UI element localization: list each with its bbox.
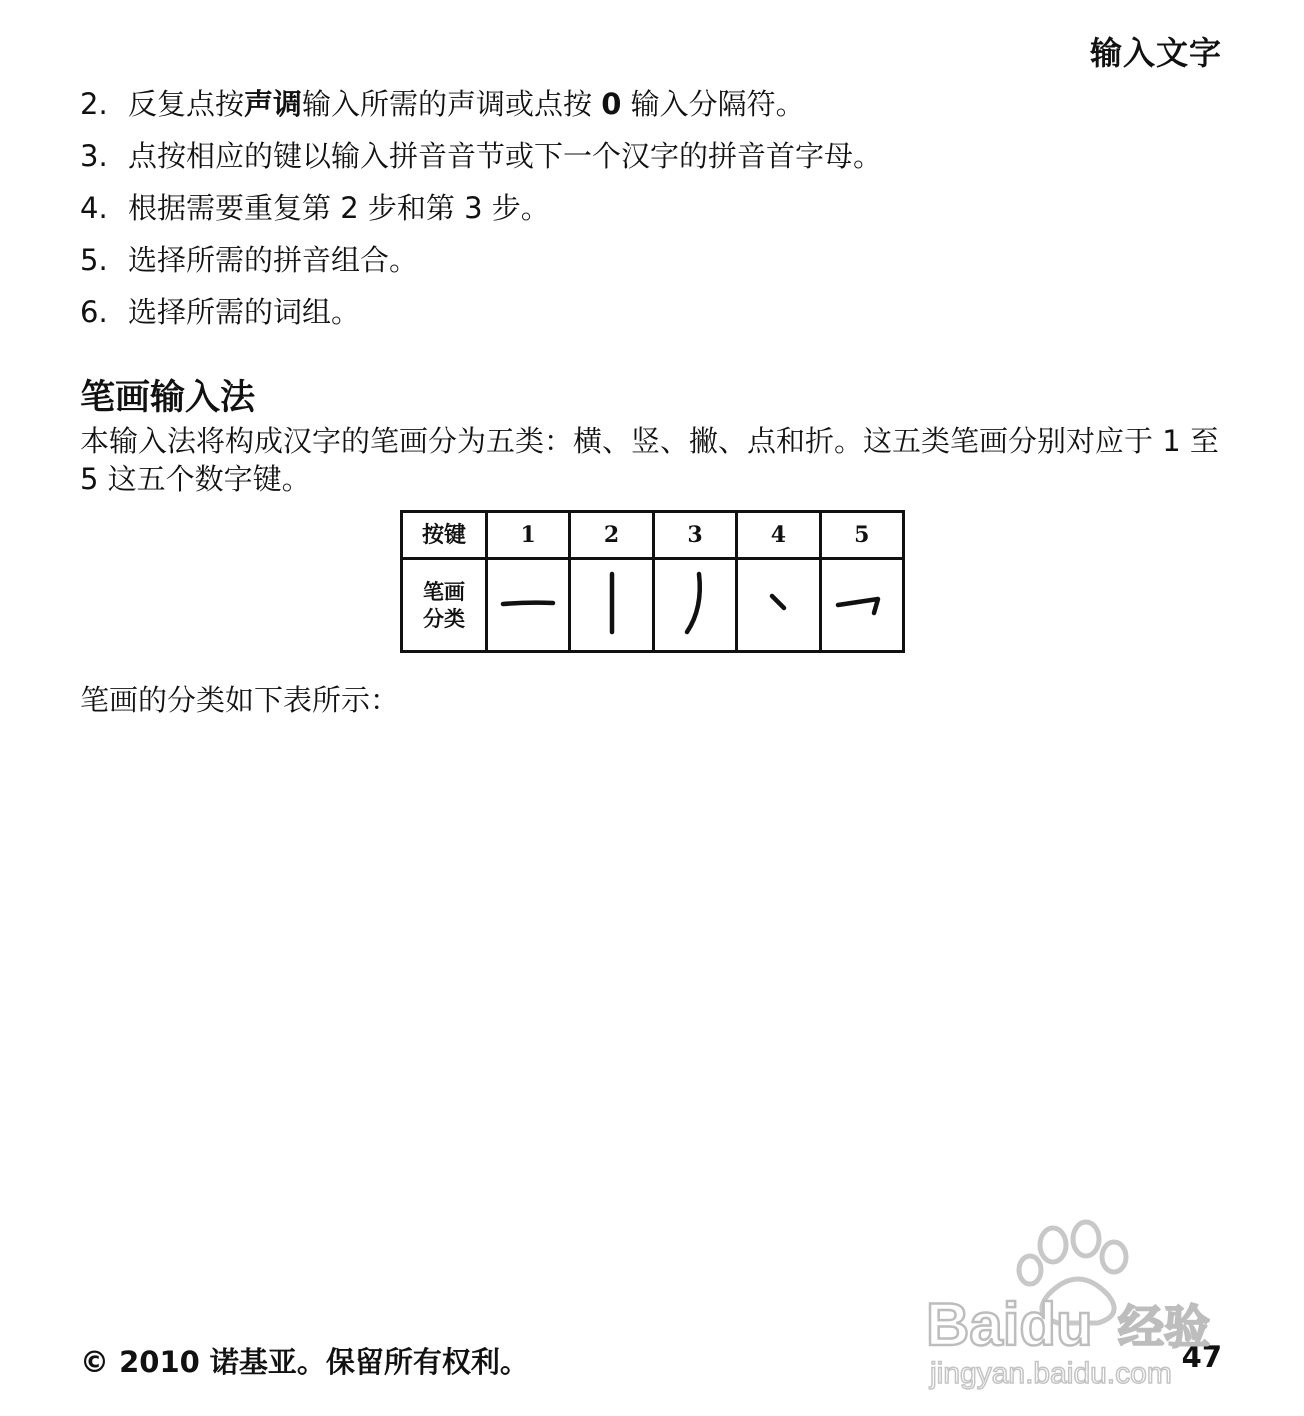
stroke-cell-2 (570, 559, 653, 652)
step-4 (80, 188, 550, 228)
step-number: 4. (80, 191, 108, 225)
page-number: 47 (1181, 1340, 1222, 1374)
step-text-post: 输入分隔符。 (621, 87, 805, 121)
step-2 (80, 84, 805, 124)
step-number: 6. (80, 295, 108, 329)
watermark-url: jingyan.baidu.com (930, 1357, 1172, 1390)
table-stroke-row (402, 559, 904, 652)
zero-key-label: 0 (601, 87, 622, 121)
stroke-cell-3 (653, 559, 736, 652)
step-text: 根据需要重复第 2 步和第 3 步。 (128, 191, 550, 225)
stroke-key-table (400, 510, 905, 653)
section-title: 笔画输入法 (80, 378, 256, 418)
key-cell-2: 2 (570, 512, 653, 559)
page-header-title: 输入文字 (1089, 34, 1222, 72)
step-text: 点按相应的键以输入拼音音节或下一个汉字的拼音首字母。 (128, 139, 883, 173)
step-6 (80, 292, 360, 332)
dot-stroke-icon (758, 578, 798, 628)
stroke-category-label-cell (402, 559, 487, 652)
stroke-classification-intro: 笔画的分类如下表所示： (80, 683, 400, 717)
row-label-line: 笔画 (423, 579, 465, 604)
key-cell-4: 4 (737, 512, 820, 559)
step-3 (80, 136, 882, 176)
baidu-jingyan-watermark (918, 1215, 1228, 1395)
horizontal-stroke-icon (498, 583, 558, 623)
turning-stroke-icon (832, 583, 892, 623)
step-5 (80, 240, 418, 280)
left-falling-stroke-icon (675, 568, 715, 638)
step-text-pre: 反复点按 (128, 87, 245, 121)
step-number: 3. (80, 139, 108, 173)
watermark-brand: Baidu (926, 1291, 1093, 1358)
step-text: 选择所需的词组。 (128, 295, 361, 329)
vertical-stroke-icon (597, 568, 627, 638)
step-text: 选择所需的拼音组合。 (128, 243, 419, 277)
table-header-row (402, 512, 904, 559)
key-cell-3: 3 (653, 512, 736, 559)
stroke-cell-1 (487, 559, 570, 652)
tone-key-label: 声调 (244, 87, 303, 121)
section-intro: 本输入法将构成汉字的笔画分为五类：横、竖、撇、点和折。这五类笔画分别对应于 1 至 5 这五个数字键。 (80, 424, 1219, 496)
row-label-line: 分类 (423, 606, 465, 631)
key-cell-1: 1 (487, 512, 570, 559)
copyright-notice: © 2010 诺基亚。保留所有权利。 (80, 1345, 529, 1379)
stroke-cell-4 (737, 559, 820, 652)
key-header-cell: 按键 (402, 512, 487, 559)
key-cell-5: 5 (820, 512, 903, 559)
stroke-cell-5 (820, 559, 903, 652)
step-number: 5. (80, 243, 108, 277)
step-number: 2. (80, 87, 108, 121)
step-text-mid: 输入所需的声调或点按 (302, 87, 602, 121)
watermark-service: 经验 (1118, 1300, 1210, 1354)
